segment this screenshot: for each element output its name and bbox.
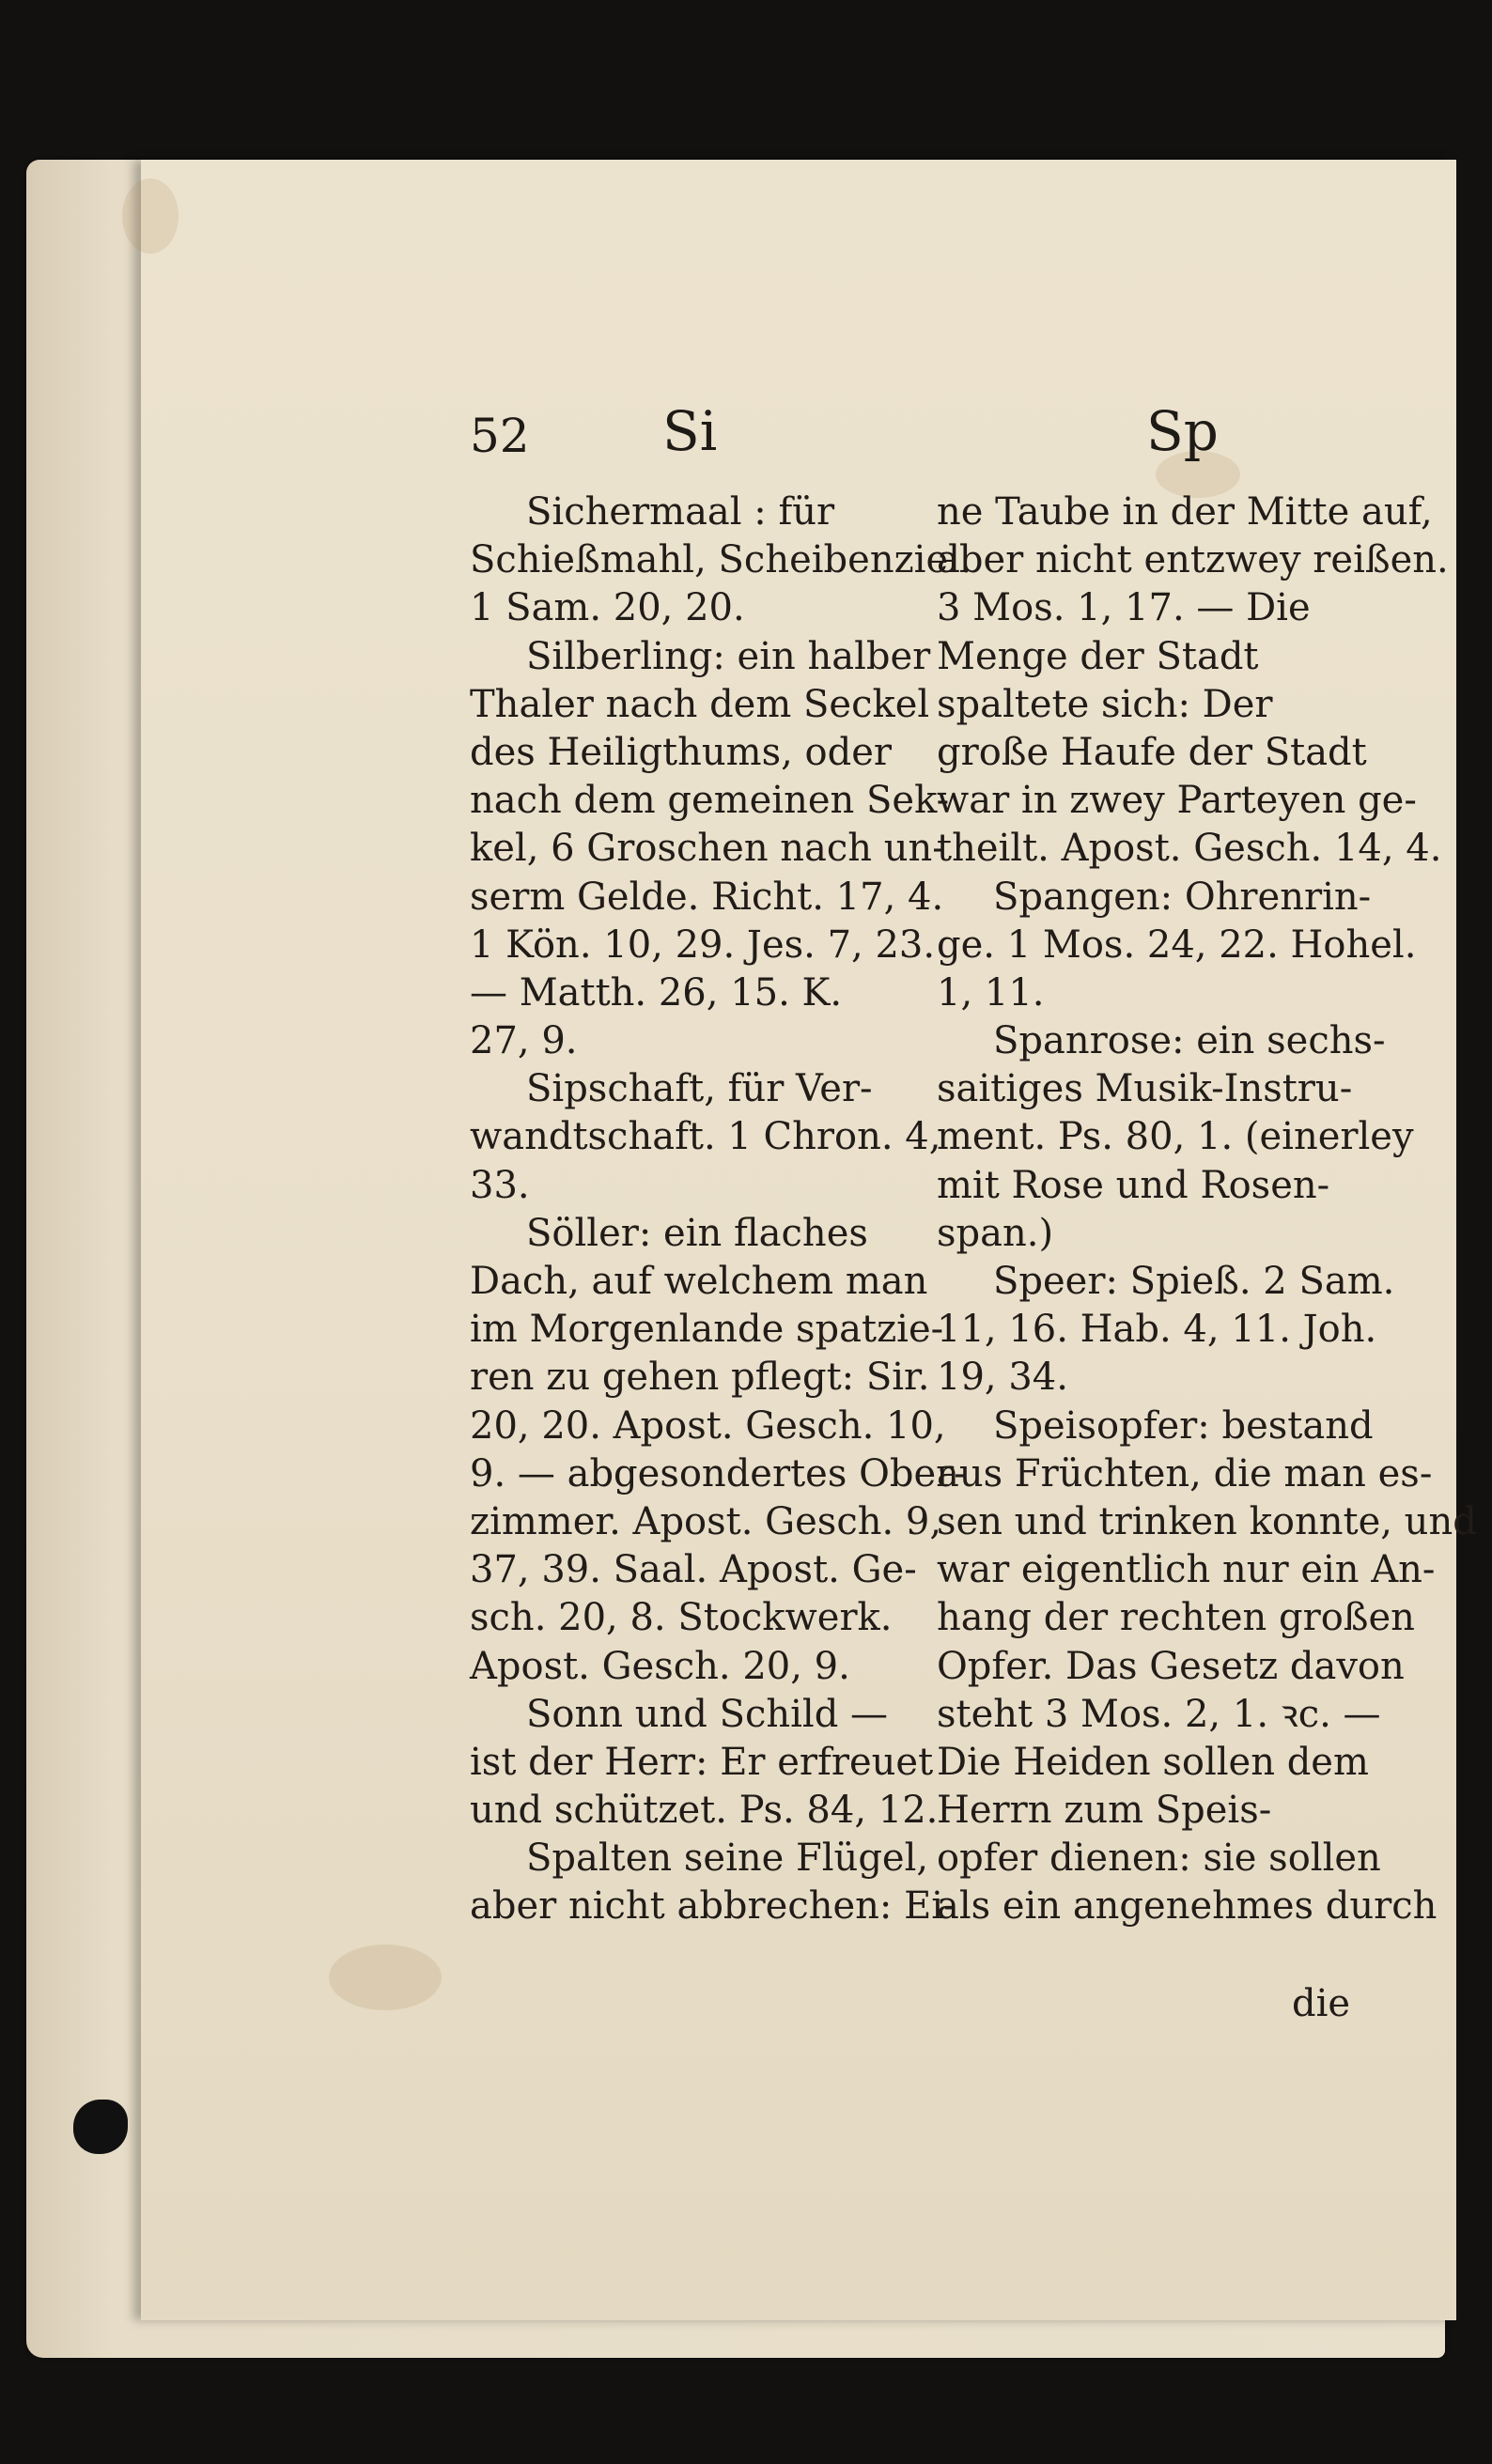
- page-number: 52: [470, 409, 530, 463]
- text-line: hang der rechten großen: [937, 1596, 1415, 1640]
- text-line: 20, 20. Apost. Gesch. 10,: [470, 1403, 946, 1448]
- text-line: aber nicht entzwey reißen.: [937, 538, 1449, 582]
- text-line: Opfer. Das Gesetz davon: [937, 1644, 1405, 1688]
- text-line: kel, 6 Groschen nach un-: [470, 827, 945, 871]
- text-line: 27, 9.: [470, 1019, 578, 1063]
- text-line: Spangen: Ohrenrin-: [993, 875, 1372, 919]
- catchword: die: [1292, 1982, 1351, 2025]
- text-line: wandtschaft. 1 Chron. 4,: [470, 1115, 941, 1159]
- text-line: Sonn und Schild —: [526, 1692, 889, 1736]
- text-line: Die Heiden sollen dem: [937, 1740, 1369, 1784]
- text-line: 1 Kön. 10, 29. Jes. 7, 23.: [470, 922, 936, 967]
- text-line: nach dem gemeinen Sek-: [470, 779, 950, 823]
- text-line: zimmer. Apost. Gesch. 9,: [470, 1499, 942, 1543]
- text-line: große Haufe der Stadt: [937, 730, 1367, 774]
- text-line: sch. 20, 8. Stockwerk.: [470, 1596, 893, 1640]
- text-line: 1, 11.: [937, 970, 1045, 1015]
- left-column: [470, 488, 972, 1931]
- text-line: steht 3 Mos. 2, 1. ꝛc. —: [937, 1692, 1381, 1736]
- text-line: 3 Mos. 1, 17. — Die: [937, 586, 1311, 630]
- text-line: 11, 16. Hab. 4, 11. Joh.: [937, 1308, 1377, 1352]
- text-line: spaltete sich: Der: [937, 682, 1273, 726]
- text-line: war in zwey Parteyen ge-: [937, 779, 1417, 823]
- text-line: war eigentlich nur ein An-: [937, 1548, 1436, 1592]
- text-line: Söller: ein flaches: [526, 1211, 868, 1255]
- text-line: Thaler nach dem Seckel: [470, 682, 930, 726]
- text-line: Silberling: ein halber: [526, 634, 931, 678]
- text-line: ren zu gehen pflegt: Sir.: [470, 1356, 930, 1400]
- text-line: aus Früchten, die man es-: [937, 1451, 1433, 1495]
- text-line: Herrn zum Speis-: [937, 1789, 1272, 1833]
- text-line: ne Taube in der Mitte auf,: [937, 490, 1433, 534]
- text-line: Dach, auf welchem man: [470, 1260, 928, 1303]
- text-line: 9. — abgesondertes Ober-: [470, 1451, 967, 1495]
- text-line: Menge der Stadt: [937, 634, 1259, 678]
- running-head-left: Si: [662, 399, 718, 463]
- text-line: 19, 34.: [937, 1356, 1068, 1400]
- text-line: Apost. Gesch. 20, 9.: [470, 1644, 850, 1688]
- text-line: Sipschaft, für Ver-: [526, 1067, 873, 1111]
- text-line: Speer: Spieß. 2 Sam.: [993, 1260, 1395, 1303]
- text-line: 37, 39. Saal. Apost. Ge-: [470, 1548, 917, 1592]
- text-line: Speisopfer: bestand: [993, 1403, 1374, 1448]
- text-line: ment. Ps. 80, 1. (einerley: [937, 1115, 1414, 1159]
- text-line: theilt. Apost. Gesch. 14, 4.: [937, 827, 1442, 871]
- text-line: opfer dienen: sie sollen: [937, 1836, 1381, 1881]
- text-line: 33.: [470, 1163, 530, 1207]
- ink-blot: [73, 2100, 128, 2154]
- text-line: aber nicht abbrechen: Ei-: [470, 1884, 956, 1929]
- text-line: ist der Herr: Er erfreuet: [470, 1740, 934, 1784]
- text-line: Spalten seine Flügel,: [526, 1836, 929, 1881]
- text-line: als ein angenehmes durch: [937, 1884, 1438, 1929]
- text-line: des Heiligthums, oder: [470, 730, 893, 774]
- text-line: Spanrose: ein sechs-: [993, 1019, 1386, 1063]
- text-line: Schießmahl, Scheibenziel.: [470, 538, 972, 582]
- text-line: und schützet. Ps. 84, 12.: [470, 1789, 939, 1833]
- text-line: im Morgenlande spatzie-: [470, 1308, 944, 1352]
- text-line: 1 Sam. 20, 20.: [470, 586, 745, 630]
- running-head-right: Sp: [1146, 399, 1219, 463]
- text-line: serm Gelde. Richt. 17, 4.: [470, 875, 944, 919]
- right-column: [937, 488, 1477, 1931]
- text-line: ge. 1 Mos. 24, 22. Hohel.: [937, 922, 1417, 967]
- text-line: — Matth. 26, 15. K.: [470, 970, 843, 1015]
- text-line: sen und trinken konnte, und: [937, 1499, 1477, 1543]
- text-line: Sichermaal : für: [526, 490, 835, 534]
- text-line: saitiges Musik-Instru-: [937, 1067, 1353, 1111]
- text-line: mit Rose und Rosen-: [937, 1163, 1330, 1207]
- text-line: span.): [937, 1211, 1054, 1255]
